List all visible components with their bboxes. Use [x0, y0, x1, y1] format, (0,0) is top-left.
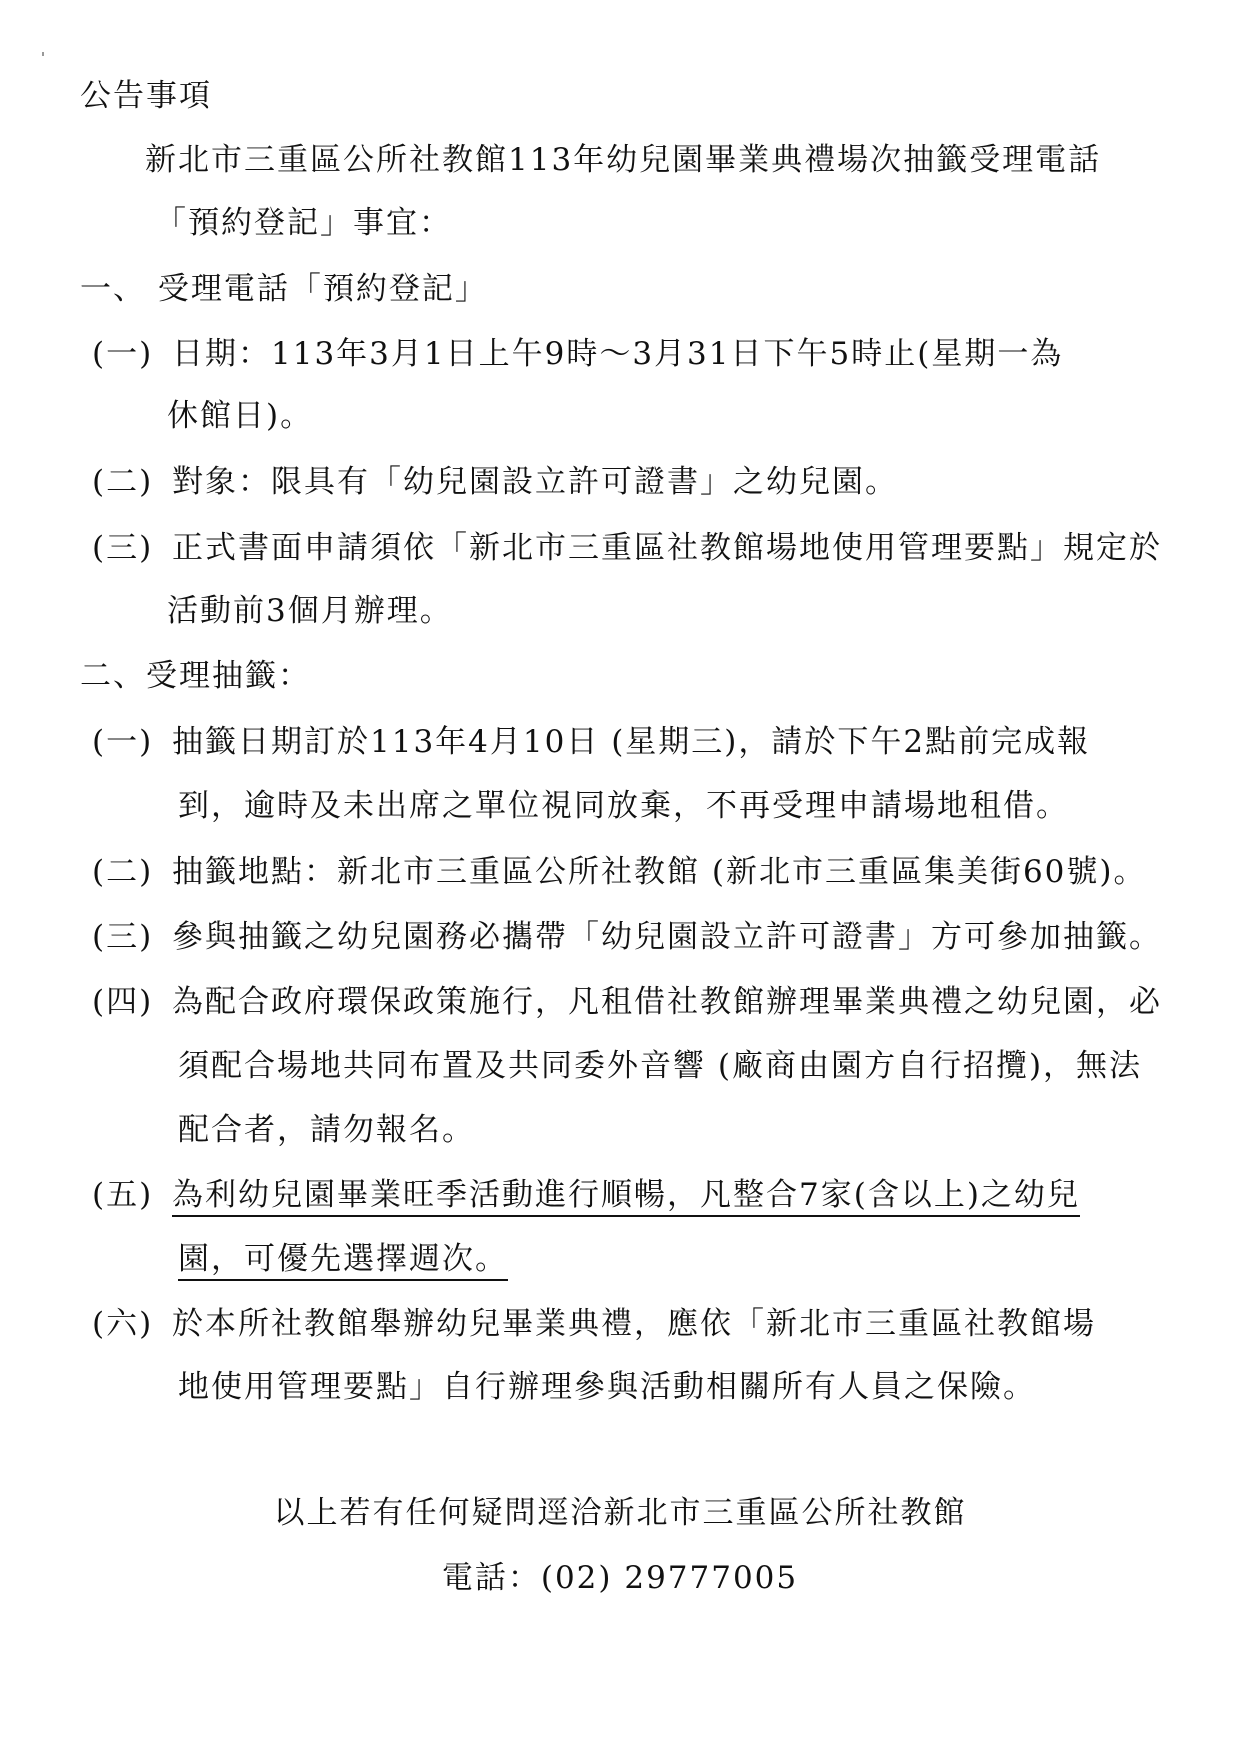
item-number: (三) — [92, 530, 154, 566]
item-text: 於本所社教館舉辦幼兒畢業典禮，應依「新北市三重區社教館場 — [172, 1306, 1096, 1342]
section-2-item-4-cont-1: 須配合場地共同布置及共同委外音響 (廠商由園方自行招攬)，無法 — [178, 1048, 1143, 1084]
section-2-item-5-cont — [178, 1239, 508, 1279]
item-text: 抽籤日期訂於113年4月10日 (星期三)，請於下午2點前完成報 — [172, 724, 1091, 760]
item-number: (一) — [92, 336, 154, 372]
scan-speck — [42, 52, 44, 56]
item-number: (二) — [92, 464, 154, 500]
section-2-item-6 — [92, 1304, 1096, 1344]
section-2-item-4 — [92, 982, 1162, 1022]
item-text: 日期：113年3月1日上午9時～3月31日下午5時止(星期一為 — [172, 336, 1064, 372]
notice-heading: 公告事項 — [80, 78, 212, 114]
item-number: (四) — [92, 984, 154, 1020]
item-text: 抽籤地點：新北市三重區公所社教館 (新北市三重區集美街60號)。 — [172, 854, 1147, 890]
item-text: 為配合政府環保政策施行，凡租借社教館辦理畢業典禮之幼兒園，必 — [172, 984, 1162, 1020]
title-line-2: 「預約登記」事宜： — [155, 205, 452, 241]
item-number: (五) — [92, 1177, 154, 1213]
section-2-item-4-cont-2: 配合者，請勿報名。 — [178, 1112, 475, 1148]
section-2-item-2 — [92, 852, 1147, 892]
footer-phone-line: 電話：(02) 29777005 — [441, 1560, 799, 1596]
item-number: (六) — [92, 1306, 154, 1342]
item-number: (二) — [92, 854, 154, 890]
section-1-item-1-cont: 休館日)。 — [167, 398, 314, 434]
item-number: (一) — [92, 724, 154, 760]
item-text: 正式書面申請須依「新北市三重區社教館場地使用管理要點」規定於 — [172, 530, 1162, 566]
section-2-heading: 二、受理抽籤： — [80, 658, 311, 694]
section-1-item-3 — [92, 528, 1162, 568]
section-1-item-3-cont: 活動前3個月辦理。 — [167, 593, 453, 629]
item-number: (三) — [92, 919, 154, 955]
item-text-underlined: 為利幼兒園畢業旺季活動進行順暢，凡整合7家(含以上)之幼兒 — [172, 1177, 1080, 1217]
section-2-item-3 — [92, 917, 1162, 957]
section-1-item-1 — [92, 334, 1063, 374]
section-2-item-6-cont: 地使用管理要點」自行辦理參與活動相關所有人員之保險。 — [178, 1369, 1036, 1405]
section-2-item-1 — [92, 722, 1090, 762]
title-line-1: 新北市三重區公所社教館113年幼兒園畢業典禮場次抽籤受理電話 — [145, 142, 1102, 178]
section-1-heading: 一、 受理電話「預約登記」 — [80, 271, 488, 307]
item-text-underlined: 園，可優先選擇週次。 — [178, 1241, 508, 1281]
section-2-item-5 — [92, 1175, 1080, 1215]
section-1-item-2 — [92, 462, 898, 502]
item-text: 對象：限具有「幼兒園設立許可證書」之幼兒園。 — [172, 464, 898, 500]
section-2-item-1-cont: 到，逾時及未出席之單位視同放棄，不再受理申請場地租借。 — [178, 788, 1069, 824]
item-text: 參與抽籤之幼兒園務必攜帶「幼兒園設立許可證書」方可參加抽籤。 — [172, 919, 1162, 955]
footer-contact-line: 以上若有任何疑問逕洽新北市三重區公所社教館 — [273, 1495, 967, 1531]
